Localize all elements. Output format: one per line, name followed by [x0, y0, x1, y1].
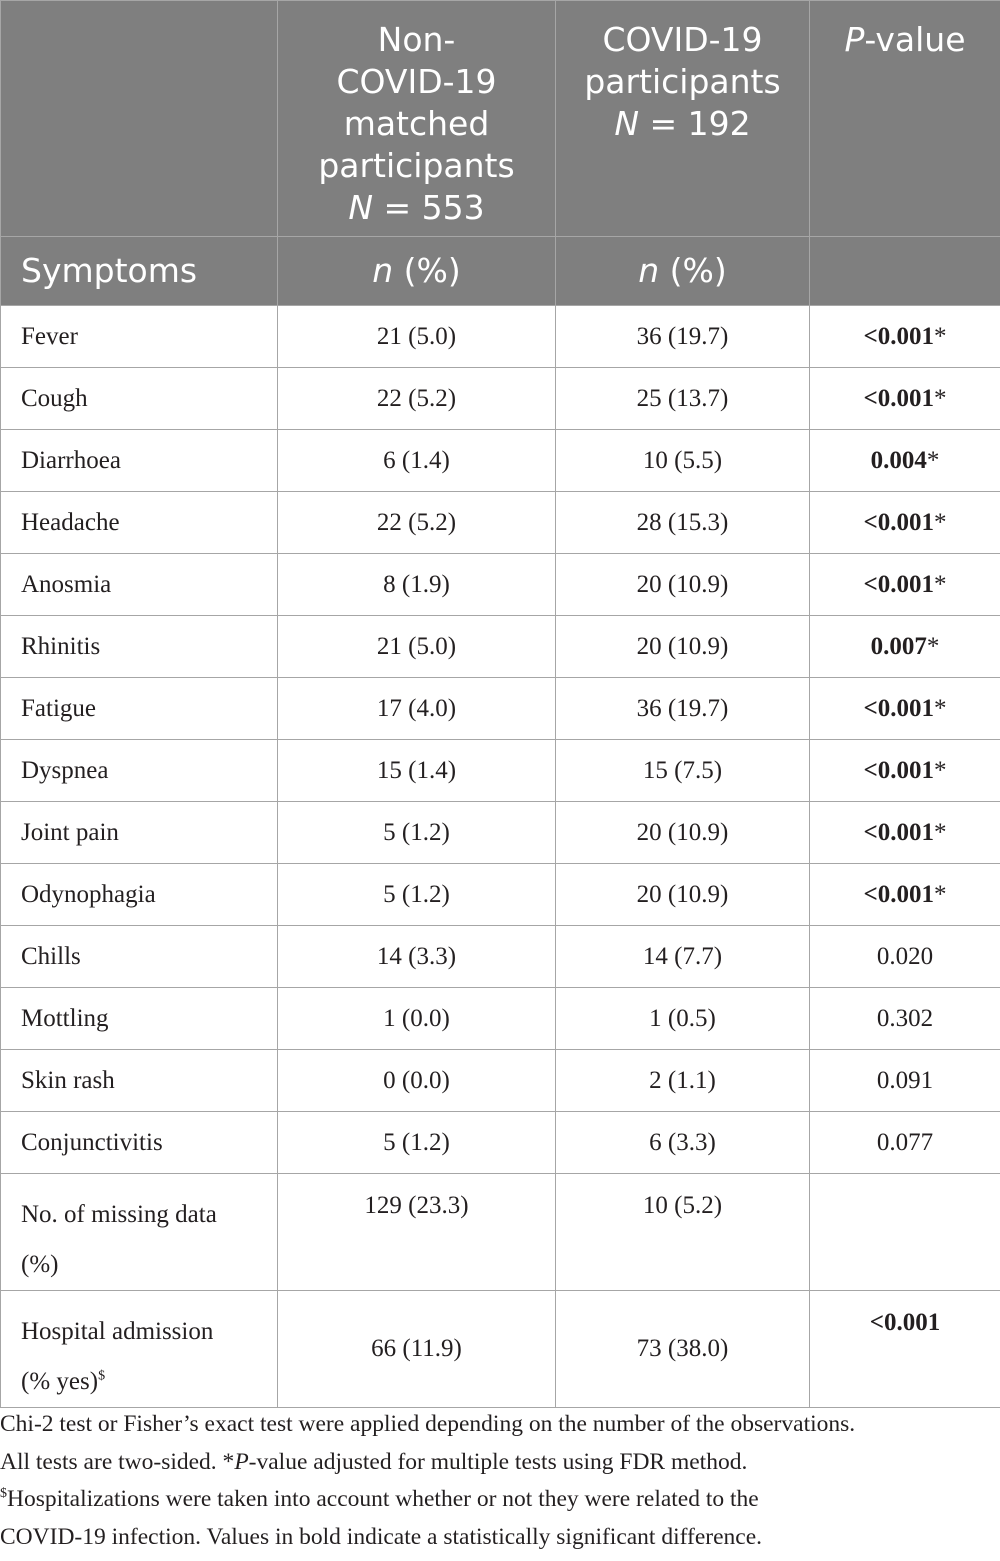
adjusted-marker: * — [926, 446, 940, 474]
p-number: <0.001 — [863, 384, 934, 412]
table-row — [1, 430, 1000, 492]
row-label-line2-text: (% yes) — [21, 1368, 99, 1395]
covid-value: 14 (7.7) — [556, 926, 810, 988]
p-value-suffix: -value — [864, 20, 966, 59]
row-label: Cough — [1, 368, 278, 430]
p-value: 0.302 — [810, 988, 1000, 1050]
covid-value: 10 (5.5) — [556, 430, 810, 492]
non-covid-value: 5 (1.2) — [278, 802, 556, 864]
header-row — [1, 1, 1000, 237]
row-label: Conjunctivitis — [1, 1112, 278, 1174]
footnote-line2-b: -value adjusted for multiple tests using FDR method. — [248, 1448, 748, 1475]
header-covid — [556, 1, 810, 237]
non-covid-value: 14 (3.3) — [278, 926, 556, 988]
non-covid-value: 5 (1.2) — [278, 1112, 556, 1174]
row-label-line2 — [21, 1357, 277, 1407]
covid-value: 36 (19.7) — [556, 678, 810, 740]
n-symbol: n — [372, 251, 394, 290]
p-value — [810, 492, 1000, 554]
footnote-marker: $ — [0, 1486, 7, 1502]
row-label — [1, 1174, 278, 1291]
row-label: Dyspnea — [1, 740, 278, 802]
header-covid-n — [562, 103, 803, 145]
p-value: <0.001 — [810, 1291, 1000, 1408]
p-symbol: P — [234, 1448, 249, 1475]
table-row — [1, 368, 1000, 430]
footnote-line1: Chi-2 test or Fisher’s exact test were applied depending on the number of the observations. — [0, 1411, 856, 1437]
subheader-covid-n — [556, 237, 810, 306]
covid-value: 20 (10.9) — [556, 864, 810, 926]
adjusted-marker: * — [934, 570, 947, 598]
p-value — [810, 864, 1000, 926]
n-value: = 192 — [639, 104, 751, 143]
p-value — [810, 616, 1000, 678]
p-symbol: P — [844, 20, 865, 59]
p-value — [810, 678, 1000, 740]
row-label — [1, 1291, 278, 1408]
p-value — [810, 802, 1000, 864]
subheader-row — [1, 237, 1000, 306]
adjusted-marker: * — [934, 508, 947, 536]
p-number: <0.001 — [863, 880, 934, 908]
percent-label: (%) — [393, 251, 461, 290]
p-value — [810, 430, 1000, 492]
non-covid-value: 66 (11.9) — [278, 1291, 556, 1408]
p-value — [810, 306, 1000, 368]
covid-value: 73 (38.0) — [556, 1291, 810, 1408]
covid-value: 28 (15.3) — [556, 492, 810, 554]
header-covid-line2: participants — [584, 62, 781, 101]
row-label-line2: (%) — [21, 1251, 59, 1278]
subheader-symptoms: Symptoms — [1, 237, 278, 306]
table-row — [1, 554, 1000, 616]
table-row-hospital-admission — [1, 1291, 1000, 1408]
header-covid-line1: COVID-19 — [602, 20, 763, 59]
adjusted-marker: * — [934, 818, 947, 846]
p-value: 0.077 — [810, 1112, 1000, 1174]
p-value — [810, 1174, 1000, 1291]
non-covid-value: 15 (1.4) — [278, 740, 556, 802]
covid-value: 36 (19.7) — [556, 306, 810, 368]
non-covid-value: 8 (1.9) — [278, 554, 556, 616]
percent-label: (%) — [659, 251, 727, 290]
header-non-covid-line2: COVID-19 — [336, 62, 497, 101]
subheader-p-empty — [810, 237, 1000, 306]
row-label: Fever — [1, 306, 278, 368]
table-row — [1, 802, 1000, 864]
table-row-missing-data — [1, 1174, 1000, 1291]
non-covid-value: 6 (1.4) — [278, 430, 556, 492]
covid-value: 10 (5.2) — [556, 1174, 810, 1291]
table-row — [1, 306, 1000, 368]
header-non-covid-line1: Non- — [377, 20, 456, 59]
adjusted-marker: * — [926, 632, 940, 660]
row-label: Fatigue — [1, 678, 278, 740]
p-number: <0.001 — [863, 818, 934, 846]
header-non-covid-n — [284, 187, 549, 229]
p-value: 0.091 — [810, 1050, 1000, 1112]
header-p-value — [810, 1, 1000, 237]
p-number: <0.001 — [863, 322, 934, 350]
table-row — [1, 988, 1000, 1050]
header-empty-cell — [1, 1, 278, 237]
row-label: Rhinitis — [1, 616, 278, 678]
n-symbol: N — [348, 188, 374, 227]
table-row — [1, 1112, 1000, 1174]
adjusted-marker: * — [934, 756, 947, 784]
table-row — [1, 616, 1000, 678]
p-number: <0.001 — [863, 756, 934, 784]
covid-value: 15 (7.5) — [556, 740, 810, 802]
row-label: Odynophagia — [1, 864, 278, 926]
adjusted-marker: * — [934, 322, 947, 350]
n-symbol: N — [614, 104, 640, 143]
header-non-covid-line4: participants — [318, 146, 515, 185]
row-label: Skin rash — [1, 1050, 278, 1112]
p-number: <0.001 — [863, 508, 934, 536]
covid-value: 2 (1.1) — [556, 1050, 810, 1112]
covid-value: 20 (10.9) — [556, 554, 810, 616]
table-row — [1, 678, 1000, 740]
row-label: Headache — [1, 492, 278, 554]
table-row — [1, 926, 1000, 988]
non-covid-value: 129 (23.3) — [278, 1174, 556, 1291]
footnote-line2 — [0, 1444, 1000, 1482]
p-value: 0.020 — [810, 926, 1000, 988]
row-label-line1: No. of missing data — [21, 1201, 217, 1228]
table-row — [1, 740, 1000, 802]
adjusted-marker: * — [934, 694, 947, 722]
adjusted-marker: * — [934, 880, 947, 908]
p-number: <0.001 — [863, 570, 934, 598]
row-label: Anosmia — [1, 554, 278, 616]
adjusted-marker: * — [934, 384, 947, 412]
footnote-marker: $ — [98, 1368, 106, 1384]
p-value — [810, 368, 1000, 430]
non-covid-value: 21 (5.0) — [278, 616, 556, 678]
subheader-non-covid-n — [278, 237, 556, 306]
p-value — [810, 740, 1000, 802]
footnote-line3-text: Hospitalizations were taken into account whether or not they were related to the — [7, 1486, 759, 1512]
p-value — [810, 554, 1000, 616]
covid-value: 25 (13.7) — [556, 368, 810, 430]
row-label-line1: Hospital admission — [21, 1318, 214, 1345]
table-footnotes — [0, 1406, 1000, 1556]
row-label: Chills — [1, 926, 278, 988]
non-covid-value: 5 (1.2) — [278, 864, 556, 926]
non-covid-value: 17 (4.0) — [278, 678, 556, 740]
non-covid-value: 22 (5.2) — [278, 492, 556, 554]
covid-value: 1 (0.5) — [556, 988, 810, 1050]
row-label: Diarrhoea — [1, 430, 278, 492]
p-number: 0.004 — [870, 446, 927, 474]
footnote-line3 — [0, 1481, 1000, 1519]
table-row — [1, 1050, 1000, 1112]
table-row — [1, 864, 1000, 926]
non-covid-value: 22 (5.2) — [278, 368, 556, 430]
footnote-line4: COVID-19 infection. Values in bold indicate a statistically significant difference. — [0, 1523, 763, 1550]
header-non-covid — [278, 1, 556, 237]
non-covid-value: 1 (0.0) — [278, 988, 556, 1050]
p-number: 0.007 — [870, 632, 927, 660]
non-covid-value: 0 (0.0) — [278, 1050, 556, 1112]
header-non-covid-line3: matched — [343, 104, 490, 143]
row-label: Mottling — [1, 988, 278, 1050]
non-covid-value: 21 (5.0) — [278, 306, 556, 368]
n-value: = 553 — [373, 188, 485, 227]
row-label: Joint pain — [1, 802, 278, 864]
table-row — [1, 492, 1000, 554]
covid-value: 20 (10.9) — [556, 802, 810, 864]
n-symbol: n — [638, 251, 660, 290]
covid-value: 6 (3.3) — [556, 1112, 810, 1174]
footnote-line2-a: All tests are two-sided. * — [0, 1448, 235, 1475]
p-number: <0.001 — [863, 694, 934, 722]
covid-value: 20 (10.9) — [556, 616, 810, 678]
